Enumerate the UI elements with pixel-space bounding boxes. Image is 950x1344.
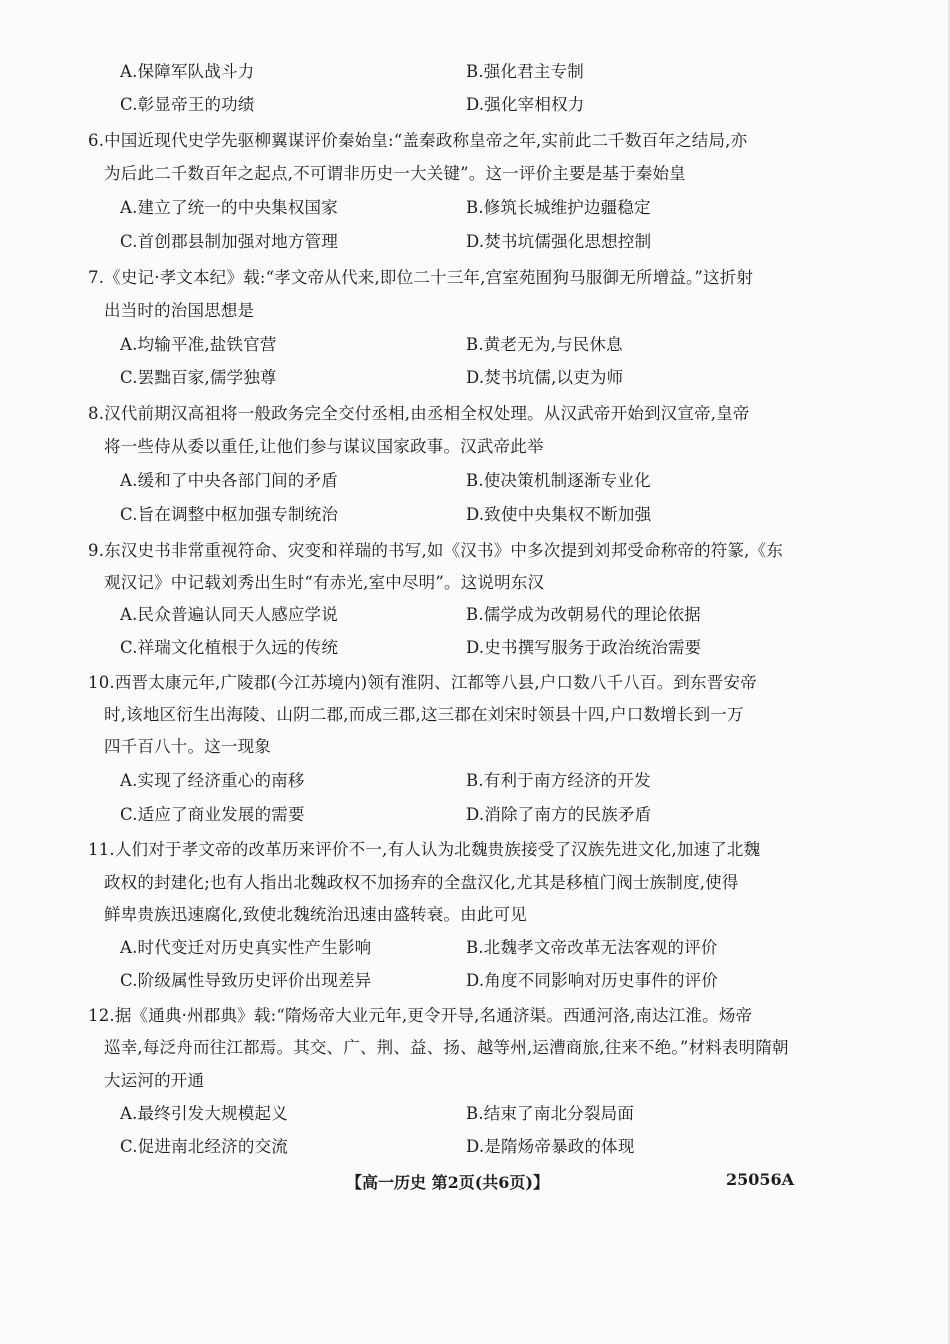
q8-option-d: D.致使中央集权不断加强 [466, 505, 652, 524]
q10-stem-line-3: 四千百八十。这一现象 [104, 737, 271, 756]
q10-option-d: D.消除了南方的民族矛盾 [466, 805, 652, 824]
q9-option-a: A.民众普遍认同天人感应学说 [120, 605, 338, 624]
q6-stem-line-2: 为后此二千数百年之起点,不可谓非历史一大关键”。这一评价主要是基于秦始皇 [104, 164, 686, 183]
q7-option-a: A.均输平准,盐铁官营 [120, 335, 277, 354]
q10-option-c: C.适应了商业发展的需要 [120, 805, 305, 824]
q5-option-d: D.强化宰相权力 [466, 95, 585, 114]
q12-option-a: A.最终引发大规模起义 [120, 1104, 288, 1123]
q8-option-b: B.使决策机制逐渐专业化 [466, 471, 651, 490]
q11-option-a: A.时代变迁对历史真实性产生影响 [120, 938, 372, 957]
q11-option-d: D.角度不同影响对历史事件的评价 [466, 971, 719, 990]
q7-stem-line-2: 出当时的治国思想是 [104, 301, 255, 320]
q12-option-d: D.是隋炀帝暴政的体现 [466, 1137, 635, 1156]
q7-option-d: D.焚书坑儒,以吏为师 [466, 368, 624, 387]
q11-stem-line-3: 鲜卑贵族迅速腐化,致使北魏统治迅速由盛转衰。由此可见 [104, 905, 527, 924]
q12-stem-line-3: 大运河的开通 [104, 1071, 205, 1090]
q9-stem-line-2: 观汉记》中记载刘秀出生时“有赤光,室中尽明”。这说明东汉 [104, 573, 545, 592]
q9-option-b: B.儒学成为改朝易代的理论依据 [466, 605, 701, 624]
q5-option-b: B.强化君主专制 [466, 62, 584, 81]
q5-option-a: A.保障军队战斗力 [120, 62, 255, 81]
q7-option-b: B.黄老无为,与民休息 [466, 335, 623, 354]
q6-stem-line-1: 6.中国近现代史学先驱柳翼谋评价秦始皇:“盖秦政称皇帝之年,实前此二千数百年之结局,亦 [88, 131, 748, 150]
q9-stem-line-1: 9.东汉史书非常重视符命、灾变和祥瑞的书写,如《汉书》中多次提到刘邦受命称帝的符篆,《东 [88, 541, 784, 560]
q10-stem-line-1: 10.西晋太康元年,广陵郡(今江苏境内)领有淮阴、江都等八县,户口数八千八百。到东晋安帝 [88, 673, 757, 692]
q5-option-c: C.彰显帝王的功绩 [120, 95, 255, 114]
q10-option-b: B.有利于南方经济的开发 [466, 771, 651, 790]
q6-option-d: D.焚书坑儒强化思想控制 [466, 232, 652, 251]
q12-stem-line-2: 巡幸,每泛舟而往江都焉。其交、广、荆、益、扬、越等州,运漕商旅,往来不绝。”材料表明隋朝 [104, 1038, 789, 1057]
q9-option-d: D.史书撰写服务于政治统治需要 [466, 638, 702, 657]
q11-stem-line-1: 11.人们对于孝文帝的改革历来评价不一,有人认为北魏贵族接受了汉族先进文化,加速了北魏 [88, 840, 761, 859]
exam-code: 25056A [726, 1170, 795, 1189]
q6-option-a: A.建立了统一的中央集权国家 [120, 198, 338, 217]
q10-stem-line-2: 时,该地区衍生出海陵、山阴二郡,而成三郡,这三郡在刘宋时领县十四,户口数增长到一万 [104, 705, 744, 724]
q7-option-c: C.罢黜百家,儒学独尊 [120, 368, 277, 387]
q7-stem-line-1: 7.《史记·孝文本纪》载:“孝文帝从代来,即位二十三年,宫室苑囿狗马服御无所增益。”这折射 [88, 268, 754, 287]
q10-option-a: A.实现了经济重心的南移 [120, 771, 305, 790]
q8-stem-line-2: 将一些侍从委以重任,让他们参与谋议国家政事。汉武帝此举 [104, 437, 544, 456]
q12-option-c: C.促进南北经济的交流 [120, 1137, 288, 1156]
page-footer-info: 【高一历史 第2页(共6页)】 [346, 1173, 549, 1192]
q8-option-c: C.旨在调整中枢加强专制统治 [120, 505, 339, 524]
q12-option-b: B.结束了南北分裂局面 [466, 1104, 635, 1123]
q6-option-b: B.修筑长城维护边疆稳定 [466, 198, 651, 217]
q6-option-c: C.首创郡县制加强对地方管理 [120, 232, 339, 251]
q11-stem-line-2: 政权的封建化;也有人指出北魏政权不加扬弃的全盘汉化,尤其是移植门阀士族制度,使得 [104, 873, 739, 892]
q9-option-c: C.祥瑞文化植根于久远的传统 [120, 638, 339, 657]
q11-option-c: C.阶级属性导致历史评价出现差异 [120, 971, 372, 990]
q8-option-a: A.缓和了中央各部门间的矛盾 [120, 471, 338, 490]
q8-stem-line-1: 8.汉代前期汉高祖将一般政务完全交付丞相,由丞相全权处理。从汉武帝开始到汉宣帝,皇帝 [88, 404, 750, 423]
q11-option-b: B.北魏孝文帝改革无法客观的评价 [466, 938, 718, 957]
q12-stem-line-1: 12.据《通典·州郡典》载:“隋炀帝大业元年,更令开导,名通济渠。西通河洛,南达江淮。炀帝 [88, 1006, 753, 1025]
